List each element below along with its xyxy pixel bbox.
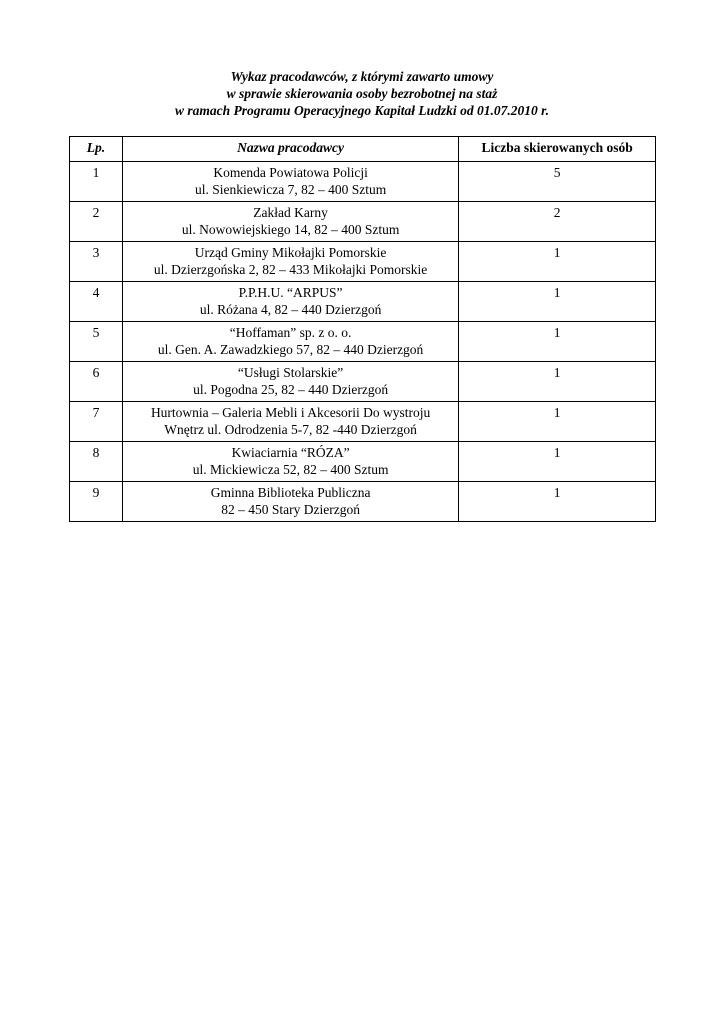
cell-count: 1 — [459, 442, 656, 482]
cell-lp: 6 — [70, 362, 123, 402]
header-lp: Lp. — [70, 137, 123, 162]
table-body — [70, 162, 656, 522]
table-row — [70, 282, 656, 322]
cell-lp: 7 — [70, 402, 123, 442]
employer-name: “Hoffaman” sp. z o. o. — [229, 325, 352, 340]
cell-count: 1 — [459, 242, 656, 282]
table-row — [70, 242, 656, 282]
employer-address: ul. Dzierzgońska 2, 82 – 433 Mikołajki Pomorskie — [153, 262, 428, 277]
employer-address: 82 – 450 Stary Dzierzgoń — [221, 502, 360, 517]
table-row — [70, 442, 656, 482]
cell-employer — [122, 482, 458, 522]
cell-lp: 9 — [70, 482, 123, 522]
table-header-row — [70, 137, 656, 162]
header-count: Liczba skierowanych osób — [459, 137, 656, 162]
employer-address: ul. Nowowiejskiego 14, 82 – 400 Sztum — [181, 222, 400, 237]
header-employer-name: Nazwa pracodawcy — [122, 137, 458, 162]
cell-employer — [122, 442, 458, 482]
title-line-2: w sprawie skierowania osoby bezrobotnej na staż — [226, 86, 498, 101]
cell-count: 1 — [459, 282, 656, 322]
cell-lp: 5 — [70, 322, 123, 362]
employer-name: Zakład Karny — [253, 205, 328, 220]
cell-count: 1 — [459, 322, 656, 362]
table-row — [70, 162, 656, 202]
employer-name: Komenda Powiatowa Policji — [213, 165, 368, 180]
cell-lp: 1 — [70, 162, 123, 202]
table-row — [70, 202, 656, 242]
table-row — [70, 322, 656, 362]
cell-employer — [122, 282, 458, 322]
cell-employer — [122, 402, 458, 442]
employer-address: Wnętrz ul. Odrodzenia 5-7, 82 -440 Dzierzgoń — [164, 422, 417, 437]
cell-lp: 8 — [70, 442, 123, 482]
cell-employer — [122, 162, 458, 202]
cell-lp: 3 — [70, 242, 123, 282]
cell-count: 2 — [459, 202, 656, 242]
cell-count: 5 — [459, 162, 656, 202]
employer-address: ul. Pogodna 25, 82 – 440 Dzierzgoń — [193, 382, 389, 397]
table-row — [70, 362, 656, 402]
employer-name: “Usługi Stolarskie” — [237, 365, 344, 380]
employer-address: ul. Różana 4, 82 – 440 Dzierzgoń — [199, 302, 382, 317]
cell-employer — [122, 322, 458, 362]
employers-table — [69, 136, 656, 522]
cell-count: 1 — [459, 402, 656, 442]
table-row — [70, 482, 656, 522]
cell-employer — [122, 242, 458, 282]
employer-name: Kwiaciarnia “RÓZA” — [231, 445, 350, 460]
employer-name: Urząd Gminy Mikołajki Pomorskie — [194, 245, 387, 260]
title-line-3: w ramach Programu Operacyjnego Kapitał Ludzki od 01.07.2010 r. — [175, 103, 549, 118]
cell-lp: 2 — [70, 202, 123, 242]
cell-count: 1 — [459, 362, 656, 402]
employer-name: P.P.H.U. “ARPUS” — [238, 285, 343, 300]
table-row — [70, 402, 656, 442]
title-line-1: Wykaz pracodawców, z którymi zawarto umowy — [230, 69, 494, 84]
employer-name: Hurtownia – Galeria Mebli i Akcesorii Do wystroju — [150, 405, 431, 420]
cell-count: 1 — [459, 482, 656, 522]
employer-address: ul. Gen. A. Zawadzkiego 57, 82 – 440 Dzierzgoń — [157, 342, 424, 357]
cell-employer — [122, 202, 458, 242]
employer-name: Gminna Biblioteka Publiczna — [210, 485, 371, 500]
employer-address: ul. Sienkiewicza 7, 82 – 400 Sztum — [194, 182, 387, 197]
cell-lp: 4 — [70, 282, 123, 322]
document-title — [0, 68, 724, 119]
cell-employer — [122, 362, 458, 402]
employer-address: ul. Mickiewicza 52, 82 – 400 Sztum — [192, 462, 389, 477]
